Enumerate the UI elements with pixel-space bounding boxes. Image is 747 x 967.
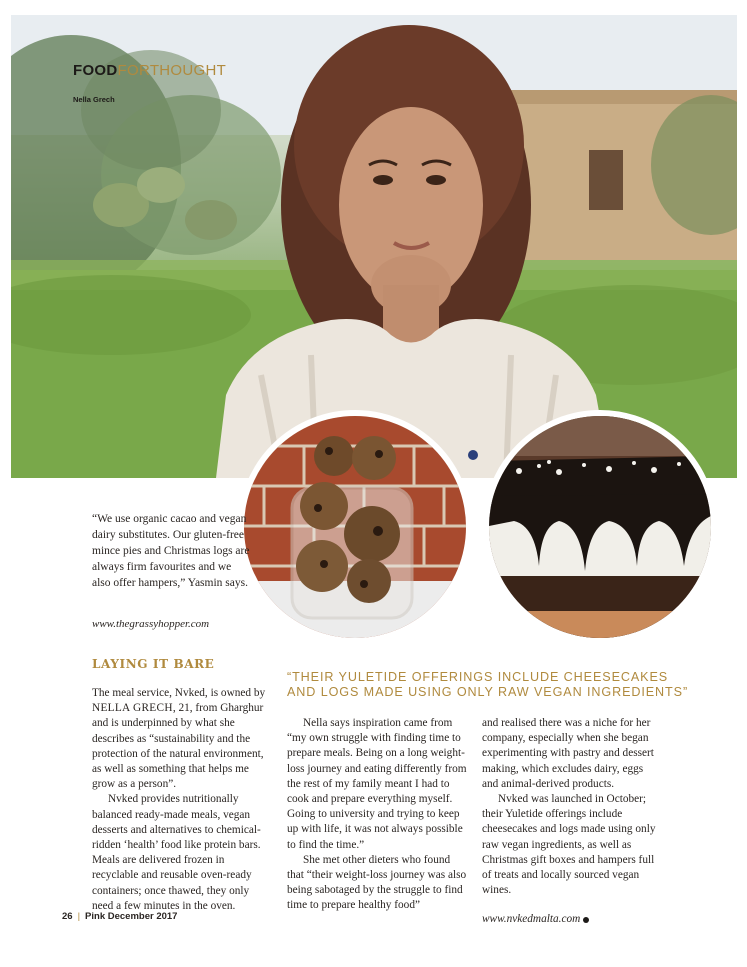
col1-p1-text: The meal service, Nvked, is owned by	[92, 687, 266, 699]
article-url[interactable]: www.nvkedmalta.com	[482, 913, 581, 926]
kicker-light: FORTHOUGHT	[117, 62, 227, 79]
end-mark-icon	[583, 917, 589, 923]
kicker-bold: FOOD	[73, 62, 118, 79]
byline: Nella Grech	[73, 95, 115, 104]
col3-paragraph-1: and realised there was a niche for her company, especially when she began experimenting with pastry and dessert making, which excludes dairy, eggs and animal-derived products.	[482, 717, 654, 790]
portrait-photo-illustration	[11, 15, 737, 478]
page-number: 26	[62, 911, 73, 922]
pull-quote: “THEIR YULETIDE OFFERINGS INCLUDE CHEESECAKES AND LOGS MADE USING ONLY RAW VEGAN INGREDIENTS”	[287, 670, 689, 699]
article-column-1	[92, 686, 272, 914]
col2-paragraph-1: Nella says inspiration came from “my own struggle with finding time to prepare meals. Being on a long weight-loss journey and eating differently from the rest of my family meant I had to cook and prepare everything myself. Going to university and trying to keep up with life, it was not always possible to find the time.”	[287, 717, 467, 851]
col1-paragraph-1	[92, 686, 272, 792]
col3-paragraph-2: Nvked was launched in October; their Yuletide offerings include cheesecakes and logs made using only raw vegan ingredients, as well as Christmas gift boxes and hampers full of treats and locally sourced vegan wines.	[482, 793, 656, 897]
publication-name: Pink December 2017	[85, 911, 178, 922]
col1-paragraph-2: Nvked provides nutritionally balanced ready-made meals, vegan desserts and alternatives to chemical-ridden ‘health’ food like protein bars. Meals are delivered frozen in recyclable and reusable oven-ready containers; once thawed, they only need a few minutes in the oven.	[92, 793, 261, 912]
col3-url-line	[482, 912, 662, 927]
col2-paragraph-2: She met other dieters who found that “their weight-loss journey was also being sabotaged by the struggle to find time to prepare healthy food”	[287, 853, 467, 912]
footer-separator: |	[77, 911, 81, 922]
cheesecake-photo	[483, 410, 717, 644]
energy-balls-photo	[238, 410, 472, 644]
page-footer	[62, 911, 177, 922]
article-column-2	[287, 716, 467, 914]
sidebar-quote-url[interactable]: www.thegrassyhopper.com	[92, 618, 210, 630]
col1-p1-text-cont: , 21, from Gharghur and is underpinned by what she describes as “sustainability and the protection of the natural environment, as well as something that helps me grow as a person”.	[92, 702, 264, 791]
hero-photo	[11, 15, 737, 478]
article-column-3	[482, 716, 662, 928]
section-heading: LAYING IT BARE	[92, 657, 215, 671]
cheesecake-illustration	[489, 416, 711, 638]
sidebar-quote: “We use organic cacao and vegan dairy substitutes. Our gluten-free mince pies and Christmas logs are always firm favourites and we also offer hampers,” Yasmin says.	[92, 513, 250, 589]
energy-balls-illustration	[244, 416, 466, 638]
kicker-title	[73, 62, 226, 79]
subject-name: NELLA GRECH	[92, 702, 173, 715]
